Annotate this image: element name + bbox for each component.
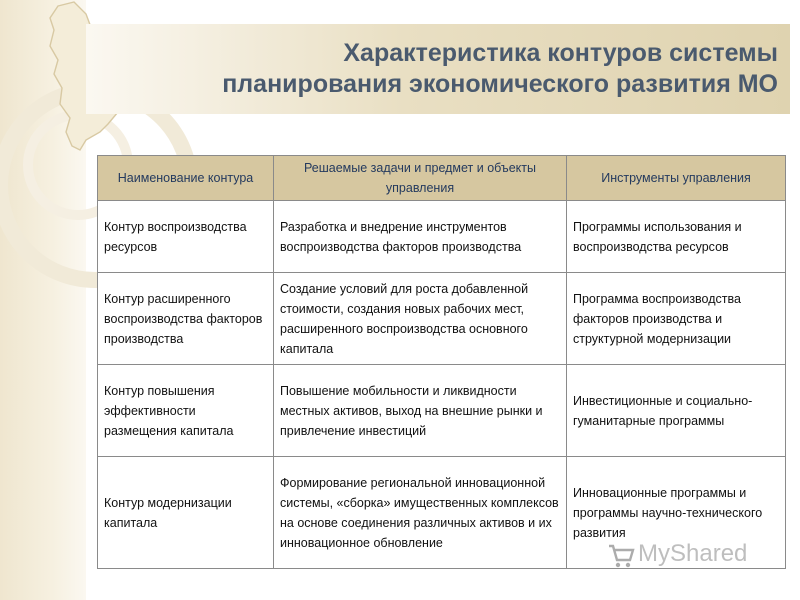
- watermark-text: MyShared: [638, 540, 748, 567]
- cell-tasks: Разработка и внедрение инструментов воспроизводства факторов производства: [274, 201, 567, 273]
- title-line-2: планирования экономического развития МО: [222, 70, 778, 98]
- left-decor-strip: [0, 0, 86, 600]
- watermark: [606, 538, 776, 572]
- cell-tools: Инновационные программы и программы научно-технического развития: [567, 457, 786, 569]
- shopping-cart-icon: [606, 540, 636, 570]
- cell-tasks: Формирование региональной инновационной системы, «сборка» имущественных комплексов на основе соединения различных активов и их инновационное обновление: [274, 457, 567, 569]
- header-tools: Инструменты управления: [567, 156, 786, 201]
- cell-tools: Инвестиционные и социально-гуманитарные программы: [567, 365, 786, 457]
- cell-tools: Программа воспроизводства факторов производства и структурной модернизации: [567, 273, 786, 365]
- cell-contour: Контур модернизации капитала: [98, 457, 274, 569]
- cell-tasks: Создание условий для роста добавленной стоимости, создания новых рабочих мест, расширенного воспроизводства основного капитала: [274, 273, 567, 365]
- table-row: [98, 365, 786, 457]
- cell-contour: Контур повышения эффективности размещения капитала: [98, 365, 274, 457]
- contours-table: [97, 155, 786, 569]
- cell-tasks: Повышение мобильности и ликвидности местных активов, выход на внешние рынки и привлечение инвестиций: [274, 365, 567, 457]
- title-line-1: Характеристика контуров системы: [343, 39, 778, 67]
- cell-tools: Программы использования и воспроизводства ресурсов: [567, 201, 786, 273]
- cell-contour: Контур расширенного воспроизводства факторов производства: [98, 273, 274, 365]
- table-row: [98, 201, 786, 273]
- cell-contour: Контур воспроизводства ресурсов: [98, 201, 274, 273]
- slide-title: [158, 38, 778, 100]
- table-header-row: [98, 156, 786, 201]
- table-row: [98, 273, 786, 365]
- header-contour-name: Наименование контура: [98, 156, 274, 201]
- header-tasks: Решаемые задачи и предмет и объекты управления: [274, 156, 567, 201]
